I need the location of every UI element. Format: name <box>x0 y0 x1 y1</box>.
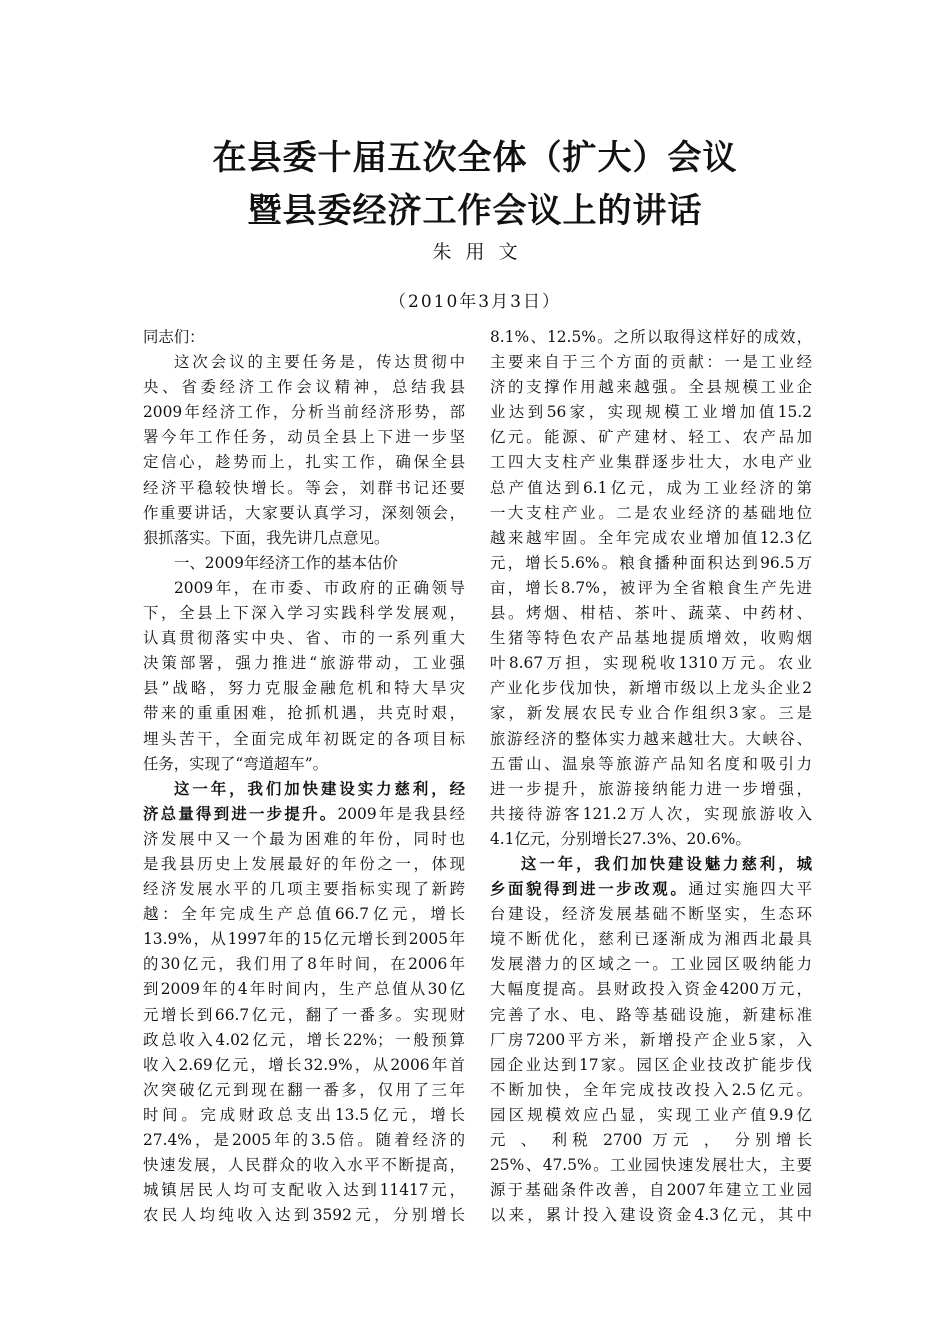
text-line <box>143 1028 465 1053</box>
body-text: 2009年，在市委、市政府的正确领导 <box>174 578 465 597</box>
text-line <box>490 1203 812 1228</box>
body-text: 发展潜力的区域之一。工业园区吸纳能力 <box>490 955 812 974</box>
text-line <box>143 375 465 400</box>
body-text: 城镇居民人均可支配收入达到11417元， <box>143 1181 465 1200</box>
body-text: 到2009年的4年时间内，生产总值从30亿 <box>143 980 465 999</box>
body-text: 厂房7200平方米，新增投产企业5家，入 <box>490 1030 812 1049</box>
text-line <box>490 727 812 752</box>
left-text-column <box>143 325 465 1228</box>
body-text: 经济平稳较快增长。等会，刘群书记还要 <box>143 478 465 497</box>
text-line <box>490 601 812 626</box>
text-line <box>143 727 465 752</box>
text-line <box>490 701 812 726</box>
text-line <box>143 450 465 475</box>
body-text: 大幅度提高。县财政投入资金4200万元， <box>490 980 812 999</box>
body-text: 收入2.69亿元，增长32.9%，从2006年首 <box>143 1055 465 1074</box>
body-text: 作重要讲话，大家要认真学习，深刻领会， <box>143 503 465 522</box>
text-line <box>143 601 465 626</box>
text-line <box>143 1178 465 1203</box>
body-text: 一大支柱产业。二是农业经济的基础地位 <box>490 503 812 522</box>
text-line <box>490 400 812 425</box>
text-line <box>143 425 465 450</box>
text-line <box>490 1078 812 1103</box>
text-line <box>143 827 465 852</box>
body-text: 一、2009年经济工作的基本估价 <box>174 553 398 572</box>
bold-heading-text: 这一年，我们加快建设魅力慈利，城 <box>521 854 812 873</box>
text-line <box>143 877 465 902</box>
body-text: 任务，实现了“弯道超车”。 <box>143 754 329 773</box>
text-line <box>143 752 465 777</box>
body-text: 2009年经济工作，分析当前经济形势，部 <box>143 403 465 422</box>
text-line <box>490 1178 812 1203</box>
body-text: 元增长到66.7亿元，翻了一番多。实现财 <box>143 1005 465 1024</box>
text-line <box>143 1003 465 1028</box>
body-text: 旅游经济的整体实力越来越壮大。大峡谷、 <box>490 729 812 748</box>
body-text: 4.1亿元，分别增长27.3%、20.6%。 <box>490 829 751 848</box>
body-text: 完善了水、电、路等基础设施，新建标准 <box>490 1005 812 1024</box>
text-line <box>490 1103 812 1128</box>
body-text: 时间。完成财政总支出13.5亿元，增长 <box>143 1105 465 1124</box>
body-text: 埋头苦干，全面完成年初既定的各项目标 <box>143 729 465 748</box>
body-text: 越：全年完成生产总值66.7亿元，增长 <box>143 905 465 924</box>
text-line <box>490 676 812 701</box>
body-text: 生猪等特色农产品基地提质增效，收购烟 <box>490 629 812 648</box>
body-text: 越来越牢固。全年完成农业增加值12.3亿 <box>490 528 812 547</box>
text-line <box>143 1153 465 1178</box>
text-line <box>143 651 465 676</box>
body-text: 总产值达到6.1亿元，成为工业经济的第 <box>490 478 812 497</box>
text-line <box>490 1153 812 1178</box>
text-line <box>490 350 812 375</box>
title-line-2: 暨县委经济工作会议上的讲话 <box>247 191 703 231</box>
body-text: 济发展中又一个最为困难的年份，同时也 <box>143 829 465 848</box>
right-text-column <box>490 325 812 1228</box>
text-line <box>490 651 812 676</box>
body-text: 济的支撑作用越来越强。全县规模工业企 <box>490 378 812 397</box>
text-line <box>143 1053 465 1078</box>
text-line <box>143 1103 465 1128</box>
body-text: 经济发展水平的几项主要指标实现了新跨 <box>143 880 465 899</box>
text-line <box>490 375 812 400</box>
text-line <box>490 1128 812 1153</box>
text-line <box>490 877 812 902</box>
body-text: 元，增长5.6%。粮食播种面积达到96.5万 <box>490 553 812 572</box>
body-text: 次突破亿元到现在翻一番多，仅用了三年 <box>143 1080 465 1099</box>
body-text: 同志们： <box>143 328 205 346</box>
text-line <box>143 927 465 952</box>
text-line <box>490 576 812 601</box>
body-text: 以来，累计投入建设资金4.3亿元，其中 <box>490 1206 812 1225</box>
text-line <box>143 626 465 651</box>
text-line <box>490 927 812 952</box>
body-text: 境不断优化，慈利已逐渐成为湘西北最具 <box>490 930 812 949</box>
body-text: 的30亿元，我们用了8年时间，在2006年 <box>143 955 465 974</box>
body-text: 带来的重重困难，抢抓机遇，共克时艰， <box>143 704 465 723</box>
bold-heading-text: 乡面貌得到进一步改观。 <box>490 880 689 899</box>
text-line <box>143 526 465 551</box>
body-text: 通过实施四大平 <box>688 880 812 899</box>
text-line <box>143 977 465 1002</box>
text-line <box>143 576 465 601</box>
text-line <box>143 551 465 576</box>
body-text: 主要来自于三个方面的贡献：一是工业经 <box>490 353 812 372</box>
text-line <box>490 476 812 501</box>
text-line <box>490 902 812 927</box>
body-text: 25%、47.5%。工业园快速发展壮大，主要 <box>490 1156 812 1175</box>
body-text: 快速发展，人民群众的收入水平不断提高， <box>143 1156 465 1175</box>
text-line <box>490 852 812 877</box>
text-line <box>143 852 465 877</box>
body-text: 县。烤烟、柑桔、茶叶、蔬菜、中药材、 <box>490 604 812 623</box>
text-line <box>143 676 465 701</box>
body-text: 是我县历史上发展最好的年份之一，体现 <box>143 854 465 873</box>
text-line <box>490 777 812 802</box>
body-text: 13.9%，从1997年的15亿元增长到2005年 <box>143 930 465 949</box>
text-line <box>490 450 812 475</box>
body-text: 叶8.67万担，实现税收1310万元。农业 <box>490 654 812 673</box>
body-text: 8.1%、12.5%。之所以取得这样好的成效， <box>490 328 812 346</box>
body-text: 亩，增长8.7%，被评为全省粮食生产先进 <box>490 578 812 597</box>
body-text: 五雷山、温泉等旅游产品知名度和吸引力 <box>490 754 812 773</box>
body-text: 署今年工作任务，动员全县上下进一步坚 <box>143 428 465 447</box>
body-text: 下，全县上下深入学习实践科学发展观， <box>143 604 465 623</box>
body-text: 县”战略，努力克服金融危机和特大旱灾 <box>143 679 465 698</box>
body-text: 园企业达到17家。园区企业技改扩能步伐 <box>490 1055 812 1074</box>
title-line-1: 在县委十届五次全体（扩大）会议 <box>212 138 738 178</box>
body-text: 决策部署，强力推进“旅游带动，工业强 <box>143 654 465 673</box>
body-text: 台建设，经济发展基础不断坚实，生态环 <box>490 905 812 924</box>
text-line <box>490 626 812 651</box>
bold-heading-text: 这一年，我们加快建设实力慈利，经 <box>174 779 465 798</box>
text-line <box>143 325 465 350</box>
text-line <box>490 752 812 777</box>
text-line <box>490 802 812 827</box>
text-line <box>143 902 465 927</box>
author-name: 朱用文 <box>432 241 532 263</box>
body-text: 工四大支柱产业集群逐步壮大，水电产业 <box>490 453 812 472</box>
body-text: 元 、 利税 2700 万元 ， 分别增长 <box>490 1131 812 1149</box>
body-text: 这次会议的主要任务是，传达贯彻中 <box>174 353 465 372</box>
body-text: 亿元。能源、矿产建材、轻工、农产品加 <box>490 428 812 447</box>
speech-date: （2010年3月3日） <box>389 292 561 312</box>
text-line <box>490 1053 812 1078</box>
body-text: 农民人均纯收入达到3592元，分别增长 <box>143 1206 465 1225</box>
body-text: 认真贯彻落实中央、省、市的一系列重大 <box>143 629 465 648</box>
body-text: 进一步提升，旅游接纳能力进一步增强， <box>490 779 812 798</box>
body-text: 2009年是我县经 <box>337 804 465 823</box>
text-line <box>143 952 465 977</box>
body-text: 不断加快，全年完成技改投入2.5亿元。 <box>490 1080 812 1099</box>
text-line <box>490 1028 812 1053</box>
text-line <box>143 1128 465 1153</box>
text-line <box>143 1078 465 1103</box>
text-line <box>490 425 812 450</box>
text-line <box>143 476 465 501</box>
body-text: 园区规模效应凸显，实现工业产值9.9亿 <box>490 1105 812 1124</box>
text-line <box>490 827 812 852</box>
text-line <box>143 501 465 526</box>
text-line <box>490 551 812 576</box>
text-line <box>490 952 812 977</box>
body-text: 政总收入4.02亿元，增长22%；一般预算 <box>143 1030 465 1049</box>
body-text: 定信心，趁势而上，扎实工作，确保全县 <box>143 453 465 472</box>
bold-heading-text: 济总量得到进一步提升。 <box>143 804 338 823</box>
text-line <box>143 400 465 425</box>
text-line <box>143 802 465 827</box>
text-line <box>143 701 465 726</box>
body-text: 共接待游客121.2万人次，实现旅游收入 <box>490 804 812 823</box>
text-line <box>143 350 465 375</box>
text-line <box>490 526 812 551</box>
body-text: 狠抓落实。下面，我先讲几点意见。 <box>143 528 390 547</box>
body-text: 27.4%，是2005年的3.5倍。随着经济的 <box>143 1131 465 1149</box>
text-line <box>490 501 812 526</box>
text-line <box>490 325 812 350</box>
body-text: 央、省委经济工作会议精神，总结我县 <box>143 378 465 397</box>
body-text: 业达到56家，实现规模工业增加值15.2 <box>490 403 812 422</box>
text-line <box>490 1003 812 1028</box>
body-text: 家，新发展农民专业合作组织3家。三是 <box>490 704 812 723</box>
body-text: 产业化步伐加快，新增市级以上龙头企业2 <box>490 679 812 698</box>
text-line <box>143 1203 465 1228</box>
text-line <box>143 777 465 802</box>
text-line <box>490 977 812 1002</box>
body-text: 源于基础条件改善，自2007年建立工业园 <box>490 1181 812 1200</box>
